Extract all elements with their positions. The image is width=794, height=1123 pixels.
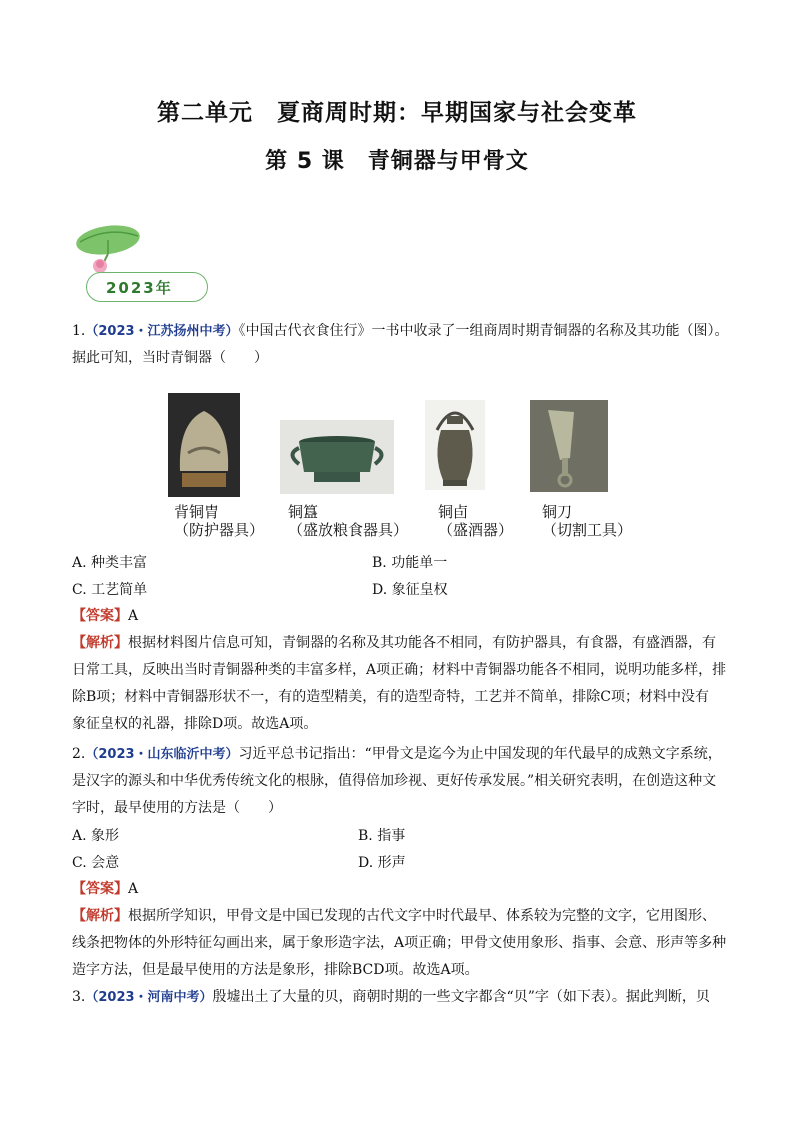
q2-option-d: D. 形声 xyxy=(358,855,406,871)
figure-caption-you: 铜卣 （盛酒器） xyxy=(438,503,514,539)
q1-option-c: C. 工艺简单 xyxy=(72,582,148,598)
figure-caption-gui: 铜簋 （盛放粮食器具） xyxy=(288,503,409,539)
bronze-helmet-image xyxy=(168,393,240,497)
question-2-stem: 2.（2023・山东临沂中考）习近平总书记指出：“甲骨文是迄今为止中国发现的年代最早的成熟文字系统， 是汉字的源头和中华优秀传统文化的根脉，值得倍加珍视、更好传承发展。”相关研究表明，在创造这种文 字时，最早使用的方法是（ ） xyxy=(72,746,722,816)
bronze-you-image xyxy=(425,400,485,490)
q1-option-d: D. 象征皇权 xyxy=(372,582,448,598)
q2-option-c: C. 会意 xyxy=(72,855,120,871)
figure-caption-helmet: 背铜胄 （防护器具） xyxy=(174,503,265,539)
q2-analysis: 【解析】根据所学知识，甲骨文是中国已发现的古代文字中时代最早、体系较为完整的文字，它用图形、 线条把物体的外形特征勾画出来，属于象形造字法，A项正确；甲骨文使用象形、指事、会意、形声等多种 造字方法，但是最早使用的方法是象形，排除BCD项。故选A项。 xyxy=(72,908,727,978)
question-1-stem: 1.（2023・江苏扬州中考）《中国古代衣食住行》一书中收录了一组商周时期青铜器的名称及其功能（图）。 据此可知，当时青铜器（ ） xyxy=(72,323,729,366)
question-3-stem: 3.（2023・河南中考）殷墟出土了大量的贝，商朝时期的一些文字都含“贝”字（如下表）。据此判断，贝 xyxy=(72,989,710,1005)
question-source: （2023・山东临沂中考） xyxy=(85,747,239,762)
q2-option-b: B. 指事 xyxy=(358,828,406,844)
question-source: （2023・江苏扬州中考） xyxy=(85,324,239,339)
q1-option-a: A. 种类丰富 xyxy=(72,555,148,571)
bronze-gui-image xyxy=(280,420,394,494)
unit-title: 第二单元 夏商周时期：早期国家与社会变革 xyxy=(157,100,637,126)
bronze-knife-image xyxy=(530,400,608,492)
year-badge: 2023年 xyxy=(106,279,173,297)
lesson-title: 第 5 课 青铜器与甲骨文 xyxy=(265,149,529,174)
q2-answer: 【答案】A xyxy=(72,881,139,897)
q1-option-b: B. 功能单一 xyxy=(372,555,448,571)
q2-option-a: A. 象形 xyxy=(72,828,120,844)
question-source: （2023・河南中考） xyxy=(85,990,213,1005)
figure-caption-knife: 铜刀 （切割工具） xyxy=(542,503,633,539)
q1-analysis: 【解析】根据材料图片信息可知，青铜器的名称及其功能各不相同，有防护器具，有食器，有盛酒器，有 日常工具，反映出当时青铜器种类的丰富多样，A项正确；材料中青铜器功能各不相同，说明功能多样，排 除B项；材料中青铜器形状不一，有的造型精美，有的造型奇特，工艺并不简单，排除C项；材料中没有 象征皇权的礼器，排除D项。故选A项。 xyxy=(72,635,727,732)
q1-answer: 【答案】A xyxy=(72,608,139,624)
